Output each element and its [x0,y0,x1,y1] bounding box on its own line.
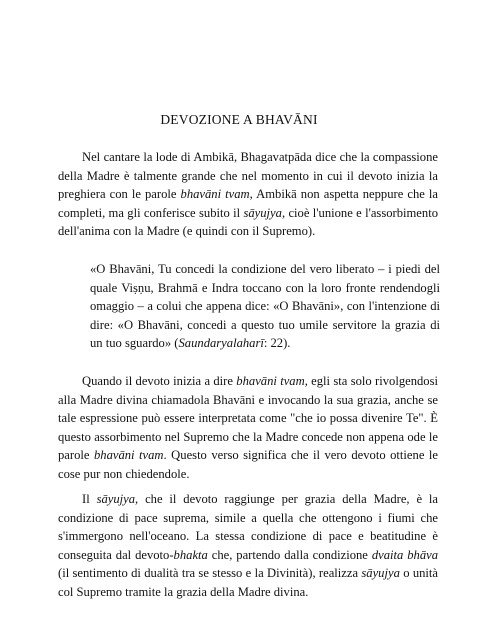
quote-text-c: : 22). [263,336,291,351]
p2-term-bhavani-tvam: bhavāni tvam [236,374,305,388]
p2-text-a: Quando il devoto inizia a dire [82,374,237,388]
p2-term-bhavani-tvam-2: bhavāni tvam [93,448,164,463]
p1-text-a: Nel cantare la lode di Ambikā, Bhagavatpāda dice che la compassione della Madre è talmente grande che nel momento in cui il devoto inizia la preghiera con le parole [58,150,438,202]
block-quote [90,260,440,353]
p1-text-c: , Ambikā non aspetta neppure che la completi, ma gli conferisce subito il [58,187,438,220]
quote-source: Saundaryalaharī [178,336,264,351]
p3-text-i: o unità col Supremo tramite la grazia della Madre divina. [58,566,439,599]
p2-text-c: , egli sta solo rivolgendosi alla Madre divina chiamadola Bhavāni e invocando la sua grazia, anche se tale espressione può essere interpretata come "che io possa divenire Te". È questo assorbimento nel Supremo che la Madre concede non appena ode le parole [58,374,438,463]
p1-text-e: , cioè l'unione e l'assorbimento dell'anima con la Madre (e quindi con il Supremo). [58,205,438,239]
p2-text-e: . Questo verso significa che il vero devoto ottiene le cose pur non chiedendole. [58,448,438,481]
chapter-title: DEVOZIONE A BHAVĀNI [160,112,318,127]
paragraph-1 [58,148,438,241]
p3-term-sayujya-2: sāyujya [361,566,400,581]
p3-text-e: che, partendo dalla condizione [207,547,372,562]
p1-term-sayujya: sāyujya [243,205,282,220]
p3-term-sayujya: sāyujya [96,492,136,506]
p3-text-a: Il [82,492,97,506]
paragraph-3 [58,490,438,602]
paragraph-2 [58,372,438,484]
p3-text-g: (il sentimento di dualità tra se stesso e la Divinità), realizza [58,566,362,581]
quote-text-a: «O Bhavāni, Tu concedi la condizione del vero liberato – i piedi del quale Viṣṇu, Brahmā e Indra toccano con la loro fronte rendendogli omaggio – a colui che appena dice: «O Bhavāni», con l'intenzione di dire: «O Bhavāni, concedi a questo tuo umile servitore la grazia di un tuo sguardo» ( [90,262,440,351]
p3-term-dvaita-bhava: dvaita bhāva [371,547,438,562]
p3-term-bhakta: bhakta [173,547,208,562]
p1-term-bhavani-tvam: bhavāni tvam [180,187,250,202]
p3-text-c: , che il devoto raggiunge per grazia della Madre, è la condizione di pace suprema, simile a quella che ottengono i fiumi che s'immergono nell'oceano. La stessa condizione di pace e beatitudine è conseguita dal devoto- [58,492,438,562]
